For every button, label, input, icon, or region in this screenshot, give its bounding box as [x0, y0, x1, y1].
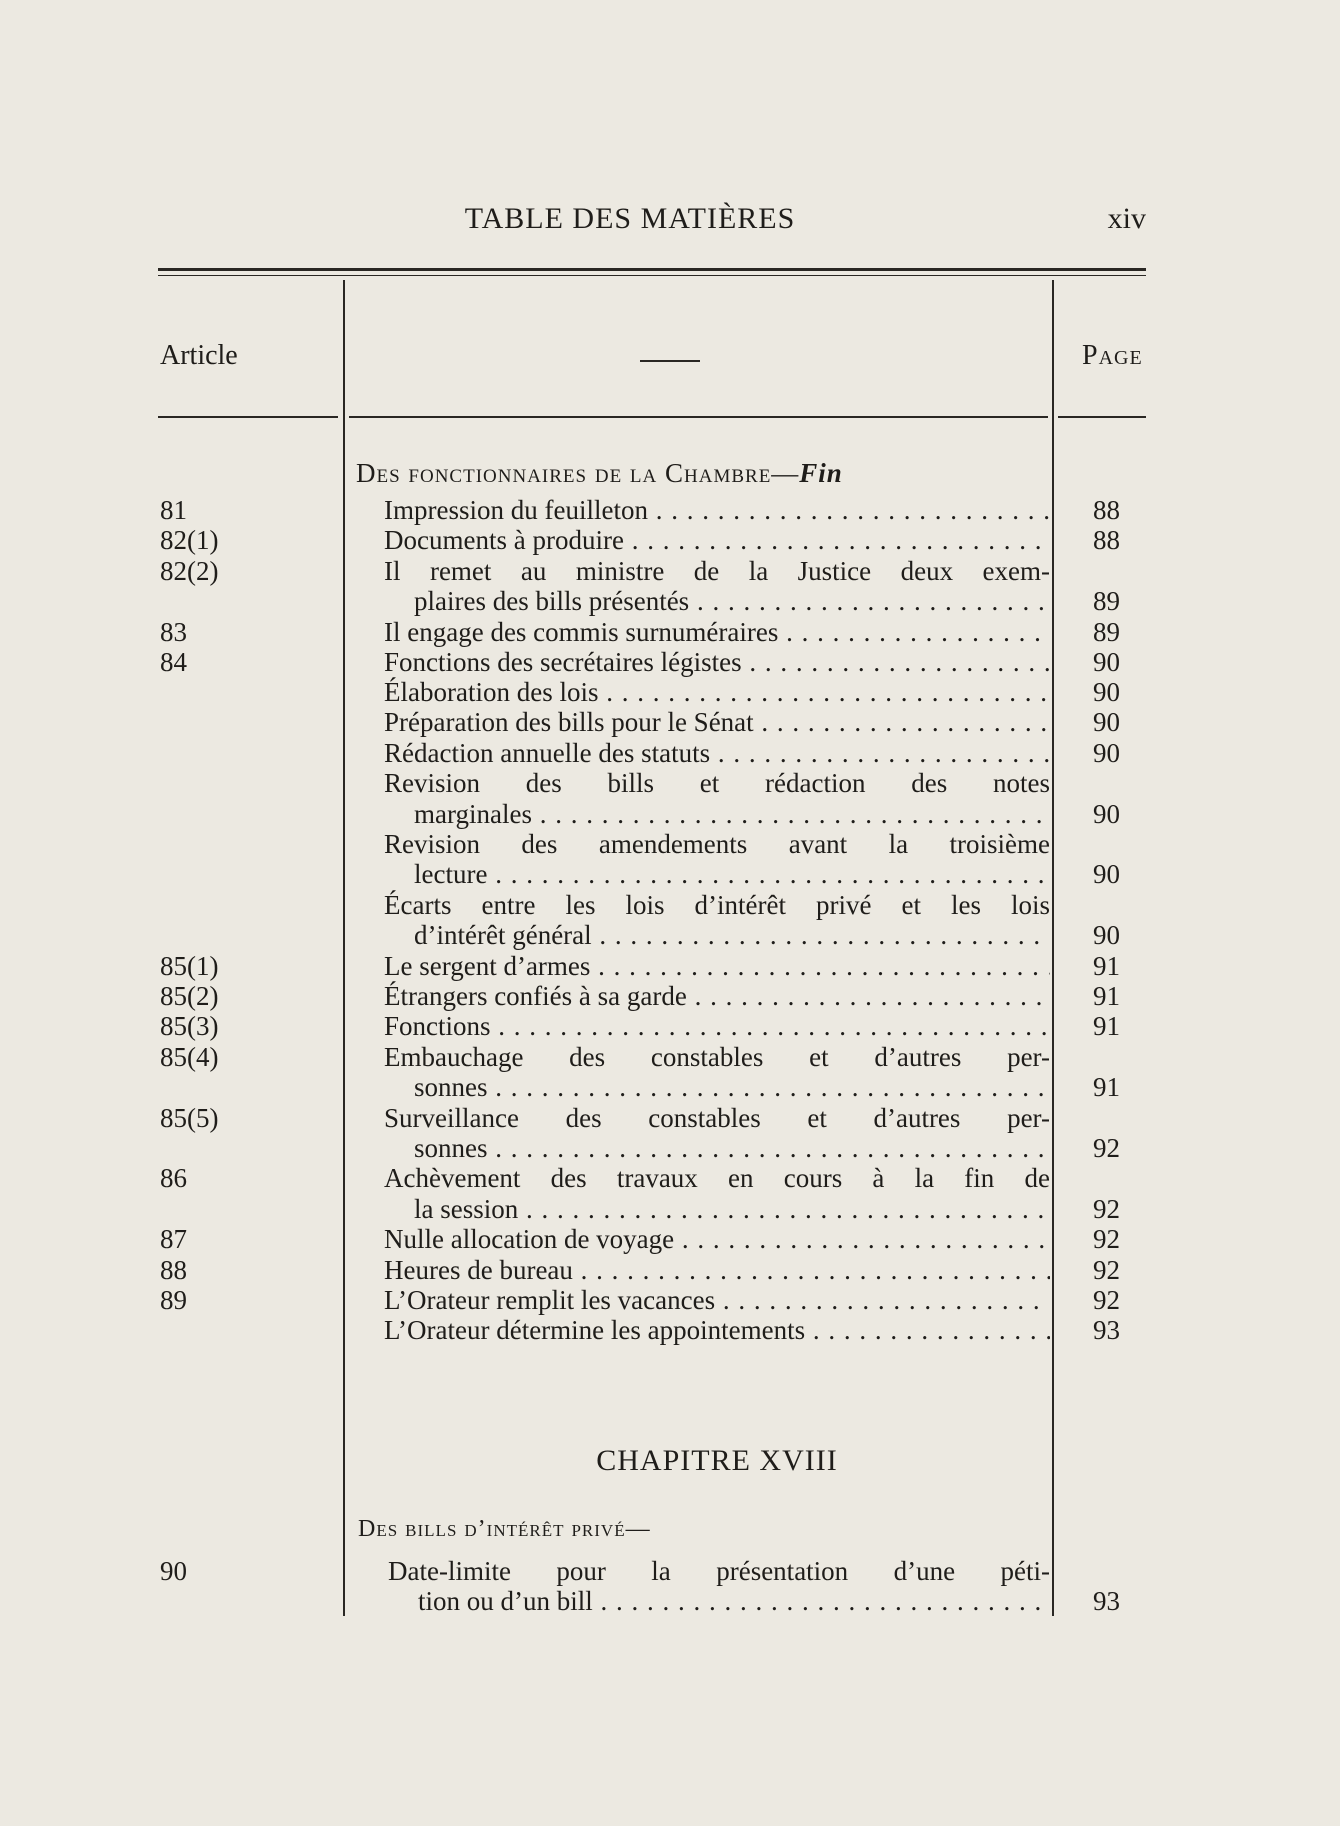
entry-text: Date-limite pour la présentation d’une péti-	[388, 1556, 1050, 1586]
entry-text: Revision des amendements avant la troisième	[384, 829, 1050, 859]
toc-row	[0, 738, 1340, 768]
toc-row	[0, 586, 1340, 616]
article-number: 82(2)	[160, 556, 219, 586]
page-ref: 90	[1093, 677, 1120, 707]
toc-row	[0, 1103, 1340, 1133]
entry-text: Fonctions . . .	[384, 1011, 1050, 1041]
toc-row	[0, 556, 1340, 586]
page-ref: 90	[1093, 738, 1120, 768]
toc-row	[0, 1042, 1340, 1072]
article-number: 85(3)	[160, 1011, 219, 1041]
page-ref: 90	[1093, 647, 1120, 677]
toc-row	[0, 525, 1340, 555]
toc-row	[0, 768, 1340, 798]
page-title: TABLE DES MATIÈRES	[464, 202, 796, 235]
page-ref: 88	[1093, 525, 1120, 555]
entry-text: Le sergent d’armes . . .	[384, 951, 1050, 981]
article-number: 83	[160, 617, 187, 647]
entry-text: L’Orateur remplit les vacances . . .	[384, 1285, 1050, 1315]
page-ref: 90	[1093, 799, 1120, 829]
top-rule-thin	[158, 275, 1146, 276]
article-number: 81	[160, 495, 187, 525]
entry-text: d’intérêt général . . .	[414, 920, 1050, 950]
entry-text: Écarts entre les lois d’intérêt privé et les lois	[384, 890, 1050, 920]
toc-row	[0, 1194, 1340, 1224]
page-ref: 88	[1093, 495, 1120, 525]
page-ref: 90	[1093, 920, 1120, 950]
article-number: 89	[160, 1285, 187, 1315]
article-number: 87	[160, 1224, 187, 1254]
entry-text: Surveillance des constables et d’autres per-	[384, 1103, 1050, 1133]
entry-text: tion ou d’un bill . . .	[418, 1586, 1050, 1616]
entry-text: sonnes . . .	[414, 1072, 1050, 1102]
entry-text: Étrangers confiés à sa garde . . .	[384, 981, 1050, 1011]
page-ref: 92	[1093, 1224, 1120, 1254]
page-ref: 92	[1093, 1285, 1120, 1315]
article-number: 88	[160, 1255, 187, 1285]
entry-text: Embauchage des constables et d’autres per-	[384, 1042, 1050, 1072]
toc-row	[0, 707, 1340, 737]
article-number: 82(1)	[160, 525, 219, 555]
entry-text: L’Orateur détermine les appointements . . .	[384, 1315, 1050, 1345]
toc-row	[0, 1224, 1340, 1254]
article-number: 85(2)	[160, 981, 219, 1011]
entry-text: Fonctions des secrétaires légistes . . .	[384, 647, 1050, 677]
entry-text: Revision des bills et rédaction des notes	[384, 768, 1050, 798]
toc-row	[0, 1011, 1340, 1041]
toc-row	[0, 495, 1340, 525]
article-number: 86	[160, 1163, 187, 1193]
article-number: 85(1)	[160, 951, 219, 981]
toc-row	[0, 799, 1340, 829]
toc-row	[0, 1586, 1340, 1616]
page-ref: 92	[1093, 1255, 1120, 1285]
article-number: 90	[160, 1556, 187, 1586]
page-ref: 93	[1093, 1586, 1120, 1616]
toc-row	[0, 1255, 1340, 1285]
page-ref: 93	[1093, 1315, 1120, 1345]
page-ref: 89	[1093, 617, 1120, 647]
chapter-heading: CHAPITRE XVIII	[596, 1444, 838, 1477]
page-number: xiv	[1107, 202, 1146, 235]
header-rule-text	[349, 416, 1048, 418]
page-ref: 92	[1093, 1133, 1120, 1163]
header-rule-article	[158, 416, 338, 418]
article-number: 85(4)	[160, 1042, 219, 1072]
article-number: 85(5)	[160, 1103, 219, 1133]
toc-row	[0, 890, 1340, 920]
page-ref: 91	[1093, 1072, 1120, 1102]
page-ref: 89	[1093, 586, 1120, 616]
toc-row	[0, 981, 1340, 1011]
entry-text: marginales . . .	[414, 799, 1050, 829]
entry-text: Impression du feuilleton . . .	[384, 495, 1050, 525]
entry-text: Il engage des commis surnuméraires . . .	[384, 617, 1050, 647]
page-ref: 91	[1093, 1011, 1120, 1041]
toc-row	[0, 1163, 1340, 1193]
page-ref: 91	[1093, 981, 1120, 1011]
entry-text: Il remet au ministre de la Justice deux exem-	[384, 556, 1050, 586]
entry-text: plaires des bills présentés . . .	[414, 586, 1050, 616]
entry-text: Élaboration des lois . . .	[384, 677, 1050, 707]
page-ref: 92	[1093, 1194, 1120, 1224]
entry-text: sonnes . . .	[414, 1133, 1050, 1163]
column-header-article: Article	[160, 340, 238, 371]
section-heading-2: Des bills d’intérêt privé—	[358, 1516, 651, 1542]
top-rule	[158, 268, 1146, 271]
toc-row	[0, 617, 1340, 647]
entry-text: Documents à produire . . .	[384, 525, 1050, 555]
entry-text: Achèvement des travaux en cours à la fin de	[384, 1163, 1050, 1193]
entry-text: Nulle allocation de voyage . . .	[384, 1224, 1050, 1254]
page-ref: 90	[1093, 707, 1120, 737]
toc-row	[0, 677, 1340, 707]
toc-row	[0, 647, 1340, 677]
toc-row	[0, 951, 1340, 981]
entry-text: Préparation des bills pour le Sénat . . .	[384, 707, 1050, 737]
column-header-dash	[640, 360, 700, 362]
toc-row	[0, 1133, 1340, 1163]
toc-row	[0, 920, 1340, 950]
article-number: 84	[160, 647, 187, 677]
toc-row	[0, 1285, 1340, 1315]
toc-row	[0, 1072, 1340, 1102]
page-ref: 91	[1093, 951, 1120, 981]
entry-text: lecture . . .	[414, 859, 1050, 889]
header-rule-page	[1058, 416, 1146, 418]
toc-row	[0, 1315, 1340, 1345]
entry-text: la session . . .	[414, 1194, 1050, 1224]
toc-row	[0, 1556, 1340, 1586]
section-heading	[356, 458, 843, 489]
column-header-page: Page	[1082, 340, 1143, 371]
section-heading-suffix: Fin	[799, 458, 843, 488]
entry-text: Rédaction annuelle des statuts . . .	[384, 738, 1050, 768]
section-heading-text: Des fonctionnaires de la Chambre—	[356, 458, 800, 488]
toc-row	[0, 829, 1340, 859]
entry-text: Heures de bureau . . .	[384, 1255, 1050, 1285]
toc-row	[0, 859, 1340, 889]
page-ref: 90	[1093, 859, 1120, 889]
